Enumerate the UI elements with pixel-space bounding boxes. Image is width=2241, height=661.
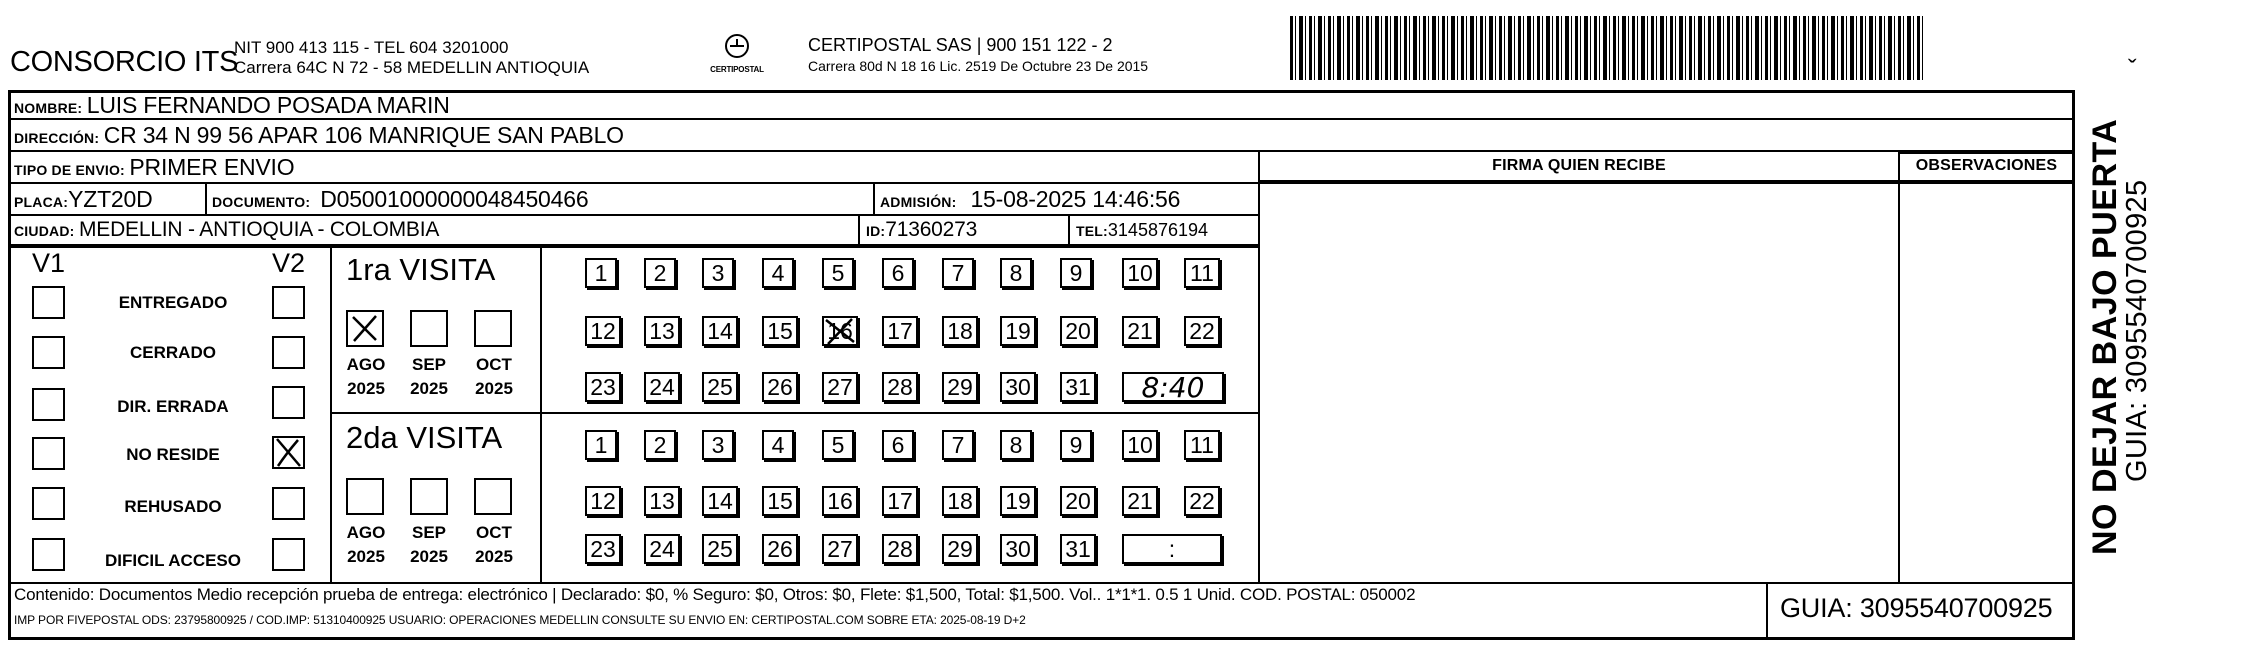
side-warning: NO DEJAR BAJO PUERTA: [2086, 118, 2124, 555]
id-value: 71360273: [885, 218, 978, 241]
second-visit-day-11[interactable]: 11: [1184, 430, 1220, 460]
second-visit-day-5[interactable]: 5: [822, 430, 854, 460]
placa-label: PLACA:: [14, 194, 69, 210]
admision-label: ADMISIÓN:: [880, 194, 957, 210]
first-visit-day-4[interactable]: 4: [762, 258, 794, 288]
second-visit-day-29[interactable]: 29: [942, 534, 978, 564]
first-visit-day-24[interactable]: 24: [644, 372, 680, 402]
status-label-cerrado: CERRADO: [130, 343, 216, 362]
first-visit-day-13[interactable]: 13: [644, 316, 680, 346]
second-month-oct-label: OCT: [476, 523, 512, 542]
first-visit-day-7[interactable]: 7: [942, 258, 974, 288]
tipo-value: PRIMER ENVIO: [129, 154, 295, 180]
first-visit-day-2[interactable]: 2: [644, 258, 676, 288]
second-visit-day-25[interactable]: 25: [702, 534, 738, 564]
second-visit-day-22[interactable]: 22: [1184, 486, 1220, 516]
second-visit-day-4[interactable]: 4: [762, 430, 794, 460]
logo-text: CERTIPOSTAL: [710, 65, 764, 74]
handwritten-slash-mark-icon: [822, 316, 858, 346]
second-visit-title: 2da VISITA: [346, 420, 503, 455]
first-visit-day-11[interactable]: 11: [1184, 258, 1220, 288]
first-visit-day-6[interactable]: 6: [882, 258, 914, 288]
first-visit-day-20[interactable]: 20: [1060, 316, 1096, 346]
second-visit-day-12[interactable]: 12: [585, 486, 621, 516]
second-visit-day-13[interactable]: 13: [644, 486, 680, 516]
second-visit-day-2[interactable]: 2: [644, 430, 676, 460]
barcode-image: [1290, 16, 1924, 80]
tel-cell: [1076, 220, 1208, 241]
first-visit-day-10[interactable]: 10: [1122, 258, 1158, 288]
first-visit-day-31[interactable]: 31: [1060, 372, 1096, 402]
first-visit-day-18[interactable]: 18: [942, 316, 978, 346]
direccion-label: DIRECCIÓN:: [14, 130, 100, 146]
second-visit-day-8[interactable]: 8: [1000, 430, 1032, 460]
v1-checkbox-no-reside[interactable]: [32, 437, 65, 470]
first-visit-day-1[interactable]: 1: [585, 258, 617, 288]
second-visit-day-27[interactable]: 27: [822, 534, 858, 564]
first-visit-day-19[interactable]: 19: [1000, 316, 1036, 346]
status-label-rehusado: REHUSADO: [124, 497, 222, 516]
second-visit-day-3[interactable]: 3: [702, 430, 734, 460]
v1-checkbox-dir-errada[interactable]: [32, 388, 65, 421]
direccion-row: [14, 122, 624, 149]
admision-value: 15-08-2025 14:46:56: [970, 186, 1181, 212]
v2-checkbox-entregado[interactable]: [272, 286, 305, 319]
certipostal-logo-icon: [700, 32, 774, 78]
placa-cell: [14, 186, 153, 213]
v1-checkbox-cerrado[interactable]: [32, 336, 65, 369]
first-visit-day-5[interactable]: 5: [822, 258, 854, 288]
first-visit-day-17[interactable]: 17: [882, 316, 918, 346]
documento-value: D05001000000048450466: [320, 186, 589, 212]
status-label-dificil-acceso: DIFICIL ACCESO: [104, 551, 241, 570]
first-visit-day-9[interactable]: 9: [1060, 258, 1092, 288]
second-visit-day-6[interactable]: 6: [882, 430, 914, 460]
second-visit-day-9[interactable]: 9: [1060, 430, 1092, 460]
certipostal-address: Carrera 80d N 18 16 Lic. 2519 De Octubre 23 De 2015: [808, 58, 1149, 74]
tel-label: TEL:: [1076, 223, 1108, 239]
second-visit-month-ago-checkbox[interactable]: [346, 478, 384, 515]
address-line: Carrera 64C N 72 - 58 MEDELLIN ANTIOQUIA: [234, 58, 590, 77]
first-visit-month-sep-checkbox[interactable]: [410, 310, 448, 347]
v1-checkbox-rehusado[interactable]: [32, 487, 65, 520]
certipostal-line: CERTIPOSTAL SAS | 900 151 122 - 2: [808, 35, 1113, 55]
v2-checkbox-dir-errada[interactable]: [272, 386, 305, 419]
status-label-no-reside: NO RESIDE: [126, 445, 220, 464]
tipo-label: TIPO DE ENVIO:: [14, 162, 125, 178]
first-visit-day-16[interactable]: 16: [822, 316, 858, 346]
second-visit-time-box[interactable]: :: [1122, 534, 1222, 564]
first-visit-month-ago-checkbox[interactable]: [346, 310, 384, 347]
first-month-ago-label: AGO: [346, 355, 386, 374]
second-visit-day-26[interactable]: 26: [762, 534, 798, 564]
second-visit-day-28[interactable]: 28: [882, 534, 918, 564]
first-year-oct-label: 2025: [475, 379, 513, 398]
second-visit-day-18[interactable]: 18: [942, 486, 978, 516]
first-visit-day-30[interactable]: 30: [1000, 372, 1036, 402]
placa-value: YZT20D: [68, 186, 153, 212]
observaciones-header: OBSERVACIONES: [1915, 157, 2058, 174]
v2-checkbox-dificil-acceso[interactable]: [272, 538, 305, 571]
second-visit-day-19[interactable]: 19: [1000, 486, 1036, 516]
second-visit-day-31[interactable]: 31: [1060, 534, 1096, 564]
corner-mark: ˇ: [2128, 54, 2137, 84]
v2-header: V2: [272, 248, 306, 278]
first-visit-day-15[interactable]: 15: [762, 316, 798, 346]
v2-checkbox-cerrado[interactable]: [272, 336, 305, 369]
guia-footer: GUIA: 3095540700925: [1780, 593, 2053, 623]
second-visit-month-sep-checkbox[interactable]: [410, 478, 448, 515]
first-month-sep-label: SEP: [411, 355, 447, 374]
first-visit-day-8[interactable]: 8: [1000, 258, 1032, 288]
documento-cell: [212, 186, 588, 213]
first-year-sep-label: 2025: [410, 379, 448, 398]
v2-checkbox-rehusado[interactable]: [272, 487, 305, 520]
v1-checkbox-entregado[interactable]: [32, 286, 65, 319]
first-visit-day-26[interactable]: 26: [762, 372, 798, 402]
first-year-ago-label: 2025: [347, 379, 385, 398]
handwritten-x-mark-icon: [346, 310, 384, 347]
second-visit-day-21[interactable]: 21: [1122, 486, 1158, 516]
ciudad-label: CIUDAD:: [14, 223, 75, 239]
tipo-row: [14, 154, 294, 181]
second-visit-day-30[interactable]: 30: [1000, 534, 1036, 564]
ciudad-value: MEDELLIN - ANTIOQUIA - COLOMBIA: [78, 218, 440, 241]
nombre-label: NOMBRE:: [14, 100, 83, 116]
admision-cell: [880, 186, 1180, 213]
first-visit-day-29[interactable]: 29: [942, 372, 978, 402]
second-year-sep-label: 2025: [410, 547, 448, 566]
first-visit-day-28[interactable]: 28: [882, 372, 918, 402]
nombre-row: [14, 92, 450, 118]
first-visit-title: 1ra VISITA: [346, 252, 496, 287]
second-visit-day-16[interactable]: 16: [822, 486, 858, 516]
v1-checkbox-dificil-acceso[interactable]: [32, 538, 65, 571]
v1-header: V1: [32, 248, 66, 278]
side-guia: GUIA: 3095540700925: [2121, 179, 2153, 482]
first-visit-month-oct-checkbox[interactable]: [474, 310, 512, 347]
second-visit-day-1[interactable]: 1: [585, 430, 617, 460]
first-visit-day-21[interactable]: 21: [1122, 316, 1158, 346]
company-name: CONSORCIO ITS: [10, 46, 239, 78]
second-year-ago-label: 2025: [347, 547, 385, 566]
second-visit-month-oct-checkbox[interactable]: [474, 478, 512, 515]
firma-header: FIRMA QUIEN RECIBE: [1492, 157, 1666, 174]
handwritten-x-mark-icon: [272, 436, 305, 469]
nit-line: NIT 900 413 115 - TEL 604 3201000: [234, 38, 509, 57]
second-visit-day-23[interactable]: 23: [585, 534, 621, 564]
second-visit-day-14[interactable]: 14: [702, 486, 738, 516]
ciudad-cell: [14, 218, 439, 242]
second-year-oct-label: 2025: [475, 547, 513, 566]
v2-checkbox-no-reside[interactable]: [272, 436, 305, 469]
first-visit-day-23[interactable]: 23: [585, 372, 621, 402]
first-visit-day-14[interactable]: 14: [702, 316, 738, 346]
first-visit-day-27[interactable]: 27: [822, 372, 858, 402]
second-month-ago-label: AGO: [346, 523, 386, 542]
status-label-dir-errada: DIR. ERRADA: [117, 397, 229, 416]
contenido-line: Contenido: Documentos Medio recepción prueba de entrega: electrónico | Declarado: $0, % Seguro: $0, Otros: $0, Flete: $1,500, Total: $1,500. Vol.. 1*1*1. 0.5 1 Unid. COD. POSTAL: 050002: [14, 585, 1416, 604]
second-visit-day-7[interactable]: 7: [942, 430, 974, 460]
id-label: ID:: [866, 223, 886, 239]
first-visit-day-3[interactable]: 3: [702, 258, 734, 288]
id-cell: [866, 218, 977, 242]
status-label-entregado: ENTREGADO: [118, 293, 228, 312]
nombre-value: LUIS FERNANDO POSADA MARIN: [86, 92, 450, 118]
second-visit-day-20[interactable]: 20: [1060, 486, 1096, 516]
second-month-sep-label: SEP: [411, 523, 447, 542]
direccion-value: CR 34 N 99 56 APAR 106 MANRIQUE SAN PABLO: [103, 122, 624, 148]
second-visit-day-24[interactable]: 24: [644, 534, 680, 564]
tel-value: 3145876194: [1107, 220, 1209, 240]
documento-label: DOCUMENTO:: [212, 194, 311, 210]
imp-line: IMP POR FIVEPOSTAL ODS: 23795800925 / COD.IMP: 51310400925 USUARIO: OPERACIONES MEDELLIN CONSULTE SU ENVIO EN: CERTIPOSTAL.COM SOBRE ETA: 2025-08-19 D+2: [14, 613, 1026, 627]
first-visit-day-12[interactable]: 12: [585, 316, 621, 346]
second-visit-day-17[interactable]: 17: [882, 486, 918, 516]
first-visit-time-box[interactable]: 8:40: [1122, 372, 1224, 402]
first-month-oct-label: OCT: [476, 355, 512, 374]
first-visit-day-22[interactable]: 22: [1184, 316, 1220, 346]
first-visit-day-25[interactable]: 25: [702, 372, 738, 402]
second-visit-day-15[interactable]: 15: [762, 486, 798, 516]
second-visit-day-10[interactable]: 10: [1122, 430, 1158, 460]
